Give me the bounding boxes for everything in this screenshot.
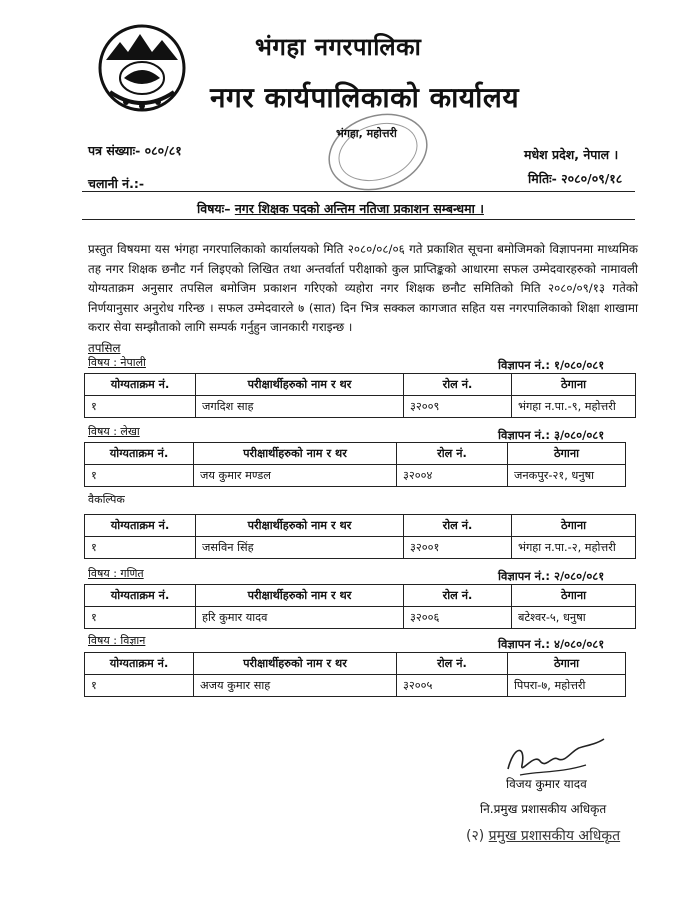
subject-label: विषयः– — [197, 201, 231, 216]
officer-stamp — [466, 826, 620, 845]
col-address: ठेगाना — [508, 443, 626, 465]
table-header-row — [85, 374, 636, 396]
col-roll: रोल नं. — [404, 374, 512, 396]
letter-date: मितिः- २०८०/०९/१८ — [528, 171, 623, 186]
col-address: ठेगाना — [512, 515, 636, 537]
col-roll: रोल नं. — [397, 443, 508, 465]
col-address: ठेगाना — [512, 374, 636, 396]
name-cell: जय कुमार मण्डल — [194, 465, 397, 487]
col-rank: योग्यताक्रम नं. — [85, 515, 196, 537]
municipality-name: भंगहा नगरपालिका — [255, 33, 422, 61]
table-row — [85, 607, 636, 629]
stamp-text: प्रमुख प्रशासकीय अधिकृत — [488, 828, 621, 844]
table-row — [85, 675, 626, 697]
address-cell: जनकपुर-२१, धनुषा — [508, 465, 626, 487]
table-row — [85, 465, 626, 487]
roll-cell: ३२००६ — [404, 607, 512, 629]
office-stamp — [300, 112, 440, 197]
subject-line — [197, 200, 484, 217]
section-label: विषय : लेखा — [88, 425, 140, 438]
roll-cell: ३२००४ — [397, 465, 508, 487]
col-roll: रोल नं. — [397, 653, 508, 675]
result-table-nepali — [84, 373, 636, 418]
address-cell: पिपरा-७, महोत्तरी — [508, 675, 626, 697]
office-name: नगर कार्यपालिकाको कार्यालय — [210, 81, 520, 114]
col-name: परीक्षार्थीहरुको नाम र थर — [194, 653, 397, 675]
advertisement-number: विज्ञापन नं.: ३/०८०/०८१ — [498, 428, 605, 442]
result-table-accounts — [84, 442, 626, 487]
result-table-science — [84, 652, 626, 697]
province-text: मधेश प्रदेश, नेपाल । — [524, 147, 619, 162]
col-roll: रोल नं. — [404, 585, 512, 607]
col-name: परीक्षार्थीहरुको नाम र थर — [196, 585, 404, 607]
address-cell: बटेश्वर-५, धनुषा — [512, 607, 636, 629]
address-cell: भंगहा न.पा.-९, महोत्तरी — [512, 396, 636, 418]
table-header-row — [85, 515, 636, 537]
table-header-row — [85, 443, 626, 465]
body-paragraph: प्रस्तुत विषयमा यस भंगहा नगरपालिकाको कार्यालयको मिति २०८०/०८/०६ गते प्रकाशित सूचना बमोजिमको विज्ञापनमा माध्यमिक तह नगर शिक्षक छनौट गर्न लिइएको लिखित तथा अन्तर्वार्ता परीक्षाको कुल प्राप्तिङ्कको आधारमा सफल उम्मेदवारहरुको नामावली योग्यताक्रम अनुसार तपसिल बमोजिम प्रकाशन गरिएको व्यहोरा नगर शिक्षक छनौट समितिको मिति २०८०/०९/१३ गतेको निर्णयानुसार अनुरोध गरिन्छ । सफल उम्मेदवारले ७ (सात) दिन भित्र सक्कल कागजात सहित यस नगरपालिकाको शिक्षा शाखामा करार सेवा सम्झौताको लागि सम्पर्क गर्नुहुन जानकारी गराइन्छ । — [88, 242, 638, 334]
rank-cell: १ — [85, 675, 194, 697]
header-divider — [82, 191, 635, 192]
roll-cell: ३२००९ — [404, 396, 512, 418]
rank-cell: १ — [85, 607, 196, 629]
section-label: वैकल्पिक — [88, 493, 125, 506]
col-rank: योग्यताक्रम नं. — [85, 443, 194, 465]
signatory-name: विजय कुमार यादव — [506, 777, 587, 791]
advertisement-number: विज्ञापन नं.: २/०८०/०८१ — [498, 569, 605, 583]
rank-cell: १ — [85, 537, 196, 559]
advertisement-number: विज्ञापन नं.: १/०८०/०८१ — [498, 358, 605, 372]
col-rank: योग्यताक्रम नं. — [85, 374, 196, 396]
table-row — [85, 537, 636, 559]
roll-cell: ३२००१ — [404, 537, 512, 559]
dispatch-number: चलानी नं.:- — [88, 176, 145, 191]
name-cell: जसविन सिंह — [196, 537, 404, 559]
table-header-row — [85, 585, 636, 607]
advertisement-number: विज्ञापन नं.: ४/०८०/०८१ — [498, 637, 605, 651]
section-label: विषय : विज्ञान — [88, 634, 146, 647]
tapsil-heading: तपसिल — [88, 341, 121, 355]
result-table-alternate — [84, 514, 636, 559]
col-name: परीक्षार्थीहरुको नाम र थर — [196, 515, 404, 537]
location-text: भंगहा, महोत्तरी — [336, 127, 397, 140]
col-rank: योग्यताक्रम नं. — [85, 653, 194, 675]
municipality-emblem — [96, 22, 188, 114]
name-cell: हरि कुमार यादव — [196, 607, 404, 629]
table-row — [85, 396, 636, 418]
table-header-row — [85, 653, 626, 675]
subject-text: नगर शिक्षक पदको अन्तिम नतिजा प्रकाशन सम्बन्धमा । — [234, 201, 484, 216]
col-address: ठेगाना — [512, 585, 636, 607]
col-name: परीक्षार्थीहरुको नाम र थर — [194, 443, 397, 465]
rank-cell: १ — [85, 396, 196, 418]
rank-cell: १ — [85, 465, 194, 487]
signatory-title: नि.प्रमुख प्रशासकीय अधिकृत — [480, 802, 607, 816]
address-cell: भंगहा न.पा.-२, महोत्तरी — [512, 537, 636, 559]
section-label: विषय : नेपाली — [88, 356, 146, 369]
roll-cell: ३२००५ — [397, 675, 508, 697]
subject-divider — [82, 219, 635, 220]
col-name: परीक्षार्थीहरुको नाम र थर — [196, 374, 404, 396]
result-table-math — [84, 584, 636, 629]
name-cell: जगदिश साह — [196, 396, 404, 418]
col-address: ठेगाना — [508, 653, 626, 675]
name-cell: अजय कुमार साह — [194, 675, 397, 697]
col-rank: योग्यताक्रम नं. — [85, 585, 196, 607]
col-roll: रोल नं. — [404, 515, 512, 537]
stamp-mark: (२) — [466, 828, 485, 844]
letter-number: पत्र संख्याः- ०८०/८१ — [88, 143, 182, 158]
section-label: विषय : गणित — [88, 567, 144, 580]
